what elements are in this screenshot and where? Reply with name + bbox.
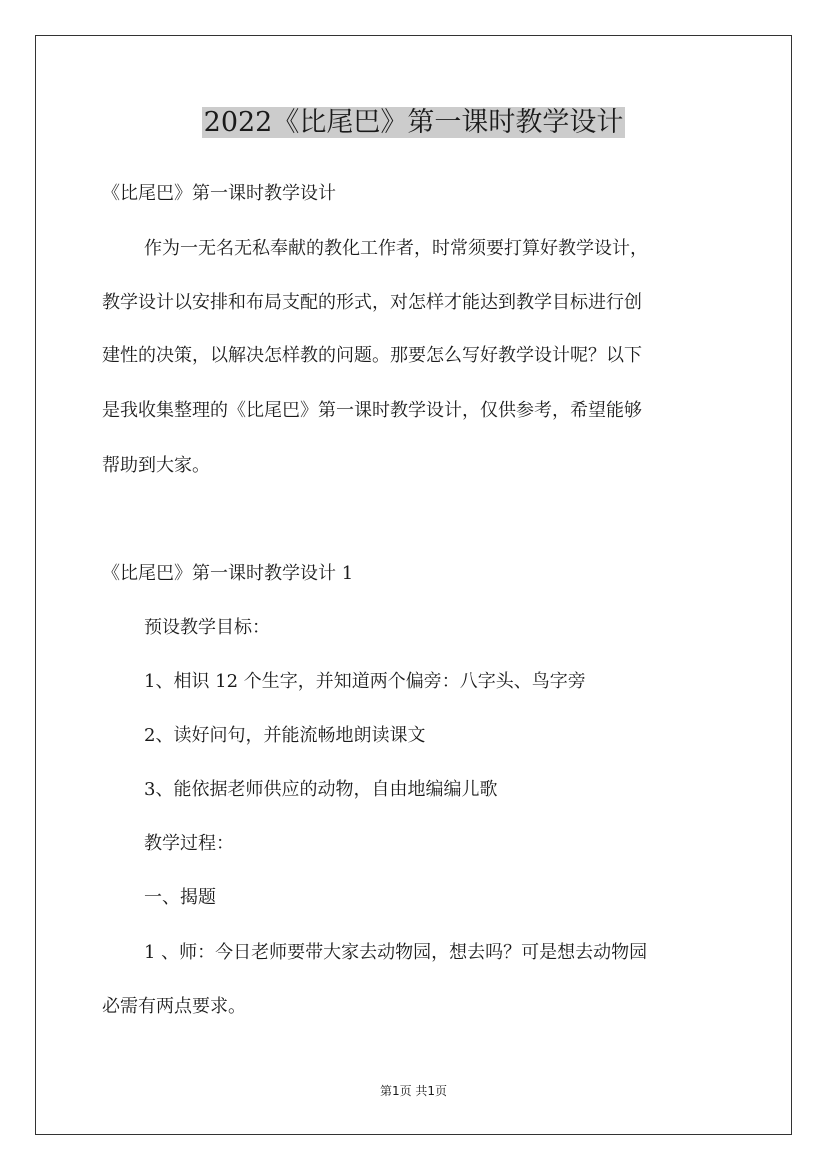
goal-item-3: 3、能依据老师供应的动物，自由地编编儿歌 xyxy=(144,779,498,800)
section-heading: 《比尾巴》第一课时教学设计 1 xyxy=(102,563,354,584)
intro-line-4: 是我收集整理的《比尾巴》第一课时教学设计，仅供参考，希望能够 xyxy=(102,400,642,421)
document-title xyxy=(0,100,827,146)
goal-item-2: 2、读好问句，并能流畅地朗读课文 xyxy=(144,725,426,746)
step-1-line-1: 1 、师：今日老师要带大家去动物园，想去吗？可是想去动物园 xyxy=(144,942,648,963)
step-heading: 一、揭题 xyxy=(144,887,216,908)
goals-label: 预设教学目标： xyxy=(144,617,270,638)
process-label: 教学过程： xyxy=(144,833,234,854)
intro-line-3: 建性的决策，以解决怎样教的问题。那要怎么写好教学设计呢？以下 xyxy=(102,345,642,366)
goal-item-1: 1、相识 12 个生字，并知道两个偏旁：八字头、鸟字旁 xyxy=(144,671,586,692)
intro-line-2: 教学设计以安排和布局支配的形式，对怎样才能达到教学目标进行创 xyxy=(102,292,642,313)
intro-line-5: 帮助到大家。 xyxy=(102,455,210,476)
intro-line-1: 作为一无名无私奉献的教化工作者，时常须要打算好教学设计， xyxy=(144,238,648,259)
document-subtitle: 《比尾巴》第一课时教学设计 xyxy=(102,183,336,204)
step-1-line-2: 必需有两点要求。 xyxy=(102,996,246,1017)
page-footer: 第1页 共1页 xyxy=(379,1084,448,1098)
document-title-text: 2022《比尾巴》第一课时教学设计 xyxy=(203,107,624,138)
